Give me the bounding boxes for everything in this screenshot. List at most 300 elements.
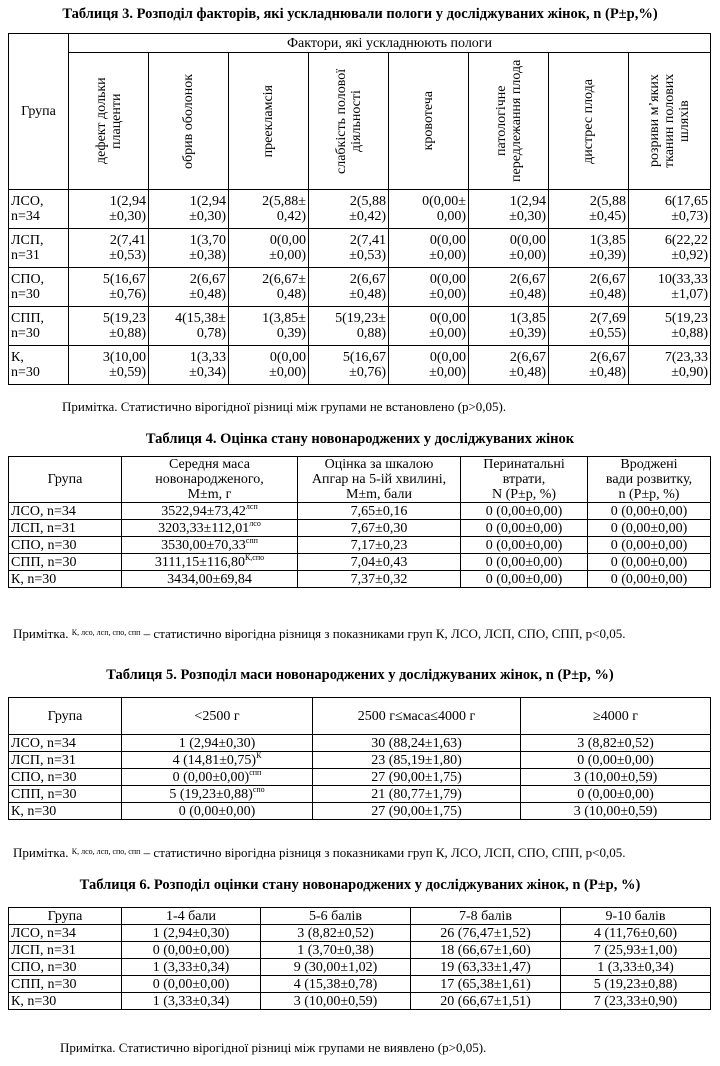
table6-value-cell: 20 (66,67±1,51) bbox=[411, 993, 561, 1010]
table5-normal-cell: 21 (80,77±1,79) bbox=[313, 786, 521, 803]
table4-mass-cell bbox=[122, 520, 298, 537]
group-name: СПО, bbox=[11, 272, 45, 287]
value-line-1: 1(2,94 bbox=[189, 194, 226, 209]
value-line-1: 2(7,69 bbox=[589, 311, 626, 326]
table5-normal-cell: 23 (85,19±1,80) bbox=[313, 752, 521, 769]
table5-under2500-cell bbox=[122, 786, 313, 803]
table6-value-cell: 4 (15,38±0,78) bbox=[261, 976, 411, 993]
header-line: Апгар на 5-ій хвилині, bbox=[311, 472, 447, 487]
table3-group-cell bbox=[9, 307, 69, 346]
table3-value-cell bbox=[629, 229, 711, 268]
table3-factors-header: Фактори, які ускладнюють пологи bbox=[69, 34, 711, 53]
value-line-2: ±0,00) bbox=[269, 365, 306, 380]
table3-title: Таблиця 3. Розподіл факторів, які ускладнювали пологи у досліджуваних жінок, n (P±p,%) bbox=[62, 6, 658, 22]
value-line-1: 1(3,70 bbox=[189, 233, 226, 248]
table3-group-cell bbox=[9, 346, 69, 385]
table4-note-prefix: Примітка. bbox=[13, 626, 69, 641]
table4-loss-cell: 0 (0,00±0,00) bbox=[461, 571, 588, 588]
table3-value-cell bbox=[389, 307, 469, 346]
under2500-value: 1 (2,94±0,30) bbox=[178, 735, 256, 751]
value-line-1: 0(0,00 bbox=[429, 272, 466, 287]
value-line-1: 2(6,67 bbox=[509, 350, 546, 365]
table3-value-cell bbox=[149, 307, 229, 346]
table5-under2500-cell bbox=[122, 752, 313, 769]
value-line-2: ±0,48) bbox=[509, 365, 546, 380]
table4-column-header bbox=[588, 457, 711, 503]
table3-column-label: патологічне передлежання плода bbox=[493, 59, 524, 183]
table3-group-header: Група bbox=[9, 34, 69, 190]
value-line-1: 2(5,88 bbox=[589, 194, 626, 209]
value-line-1: 5(19,23 bbox=[664, 311, 709, 326]
table4-apgar-cell: 7,17±0,23 bbox=[298, 537, 461, 554]
table3-value-cell bbox=[389, 229, 469, 268]
table6-column-header: 1-4 бали bbox=[122, 908, 261, 925]
table3-value-cell bbox=[629, 190, 711, 229]
value-line-1: 6(17,65 bbox=[664, 194, 709, 209]
table5-under2500-cell bbox=[122, 735, 313, 752]
value-line-1: 5(19,23 bbox=[102, 311, 146, 326]
value-line-1: 2(6,67 bbox=[589, 272, 626, 287]
table6-group-cell: СПО, n=30 bbox=[9, 959, 122, 976]
table4-row bbox=[9, 537, 711, 554]
value-line-2: ±0,00) bbox=[429, 326, 466, 341]
table3-value-cell bbox=[309, 307, 389, 346]
value-line-1: 2(6,67 bbox=[349, 272, 386, 287]
value-line-2: ±0,30) bbox=[509, 209, 546, 224]
table4-column-header bbox=[9, 457, 122, 503]
table5-note-superscript: К, лсо, лсп, спо, спп bbox=[71, 847, 141, 856]
table4-mass-cell bbox=[122, 571, 298, 588]
table3-value-cell bbox=[149, 268, 229, 307]
value-line-1: 2(5,88± bbox=[262, 194, 306, 209]
table3-column-label: обрив оболонок bbox=[181, 73, 196, 169]
value-line-1: 0(0,00 bbox=[429, 350, 466, 365]
value-line-2: ±0,30) bbox=[109, 209, 146, 224]
value-line-2: ±0,00) bbox=[429, 287, 466, 302]
value-line-1: 5(19,23± bbox=[335, 311, 386, 326]
table4-row bbox=[9, 503, 711, 520]
under2500-value: 0 (0,00±0,00) bbox=[178, 803, 256, 819]
under2500-value: 0 (0,00±0,00) bbox=[172, 769, 250, 785]
table6-column-header: Група bbox=[9, 908, 122, 925]
table4-title: Таблиця 4. Оцінка стану новонароджених у досліджуваних жінок bbox=[145, 431, 575, 447]
table6-row bbox=[9, 925, 711, 942]
table3-value-cell bbox=[549, 268, 629, 307]
table5-title: Таблиця 5. Розподіл маси новонароджених у досліджуваних жінок, n (P±p, %) bbox=[106, 667, 614, 683]
value-line-2: ±0,00) bbox=[429, 365, 466, 380]
table3-row bbox=[9, 190, 711, 229]
value-line-2: ±0,39) bbox=[509, 326, 546, 341]
value-line-2: ±0,42) bbox=[349, 209, 386, 224]
value-line-1: 10(33,33 bbox=[657, 272, 709, 287]
header-line: Група bbox=[47, 472, 83, 487]
value-line-2: ±0,92) bbox=[671, 248, 709, 263]
value-line-2: ±0,88) bbox=[109, 326, 146, 341]
table5-group-cell: К, n=30 bbox=[9, 803, 122, 820]
table3-value-cell bbox=[389, 268, 469, 307]
value-line-1: 0(0,00 bbox=[269, 233, 306, 248]
table3-value-cell bbox=[309, 346, 389, 385]
table4-defects-cell: 0 (0,00±0,00) bbox=[588, 554, 711, 571]
table5-column-header: 2500 г≤маса≤4000 г bbox=[313, 698, 521, 735]
table5-note-prefix: Примітка. bbox=[13, 845, 69, 860]
table3-row bbox=[9, 229, 711, 268]
table4-group-cell: СПО, n=30 bbox=[9, 537, 122, 554]
header-line: Оцінка за шкалою bbox=[324, 457, 434, 472]
value-line-2: ±0,53) bbox=[109, 248, 146, 263]
group-name: ЛСП, bbox=[11, 233, 44, 248]
table4-column-header bbox=[122, 457, 298, 503]
value-line-2: 0,48) bbox=[276, 287, 306, 302]
table3-value-cell bbox=[549, 346, 629, 385]
table4-defects-cell: 0 (0,00±0,00) bbox=[588, 571, 711, 588]
table3-value-cell bbox=[149, 190, 229, 229]
value-line-2: ±0,48) bbox=[589, 365, 626, 380]
table3-column-label: дефект дольки плаценти bbox=[93, 77, 124, 165]
value-line-1: 7(23,33 bbox=[664, 350, 709, 365]
table6-value-cell: 3 (10,00±0,59) bbox=[261, 993, 411, 1010]
group-size: n=30 bbox=[11, 365, 40, 380]
value-line-1: 0(0,00 bbox=[429, 311, 466, 326]
value-line-2: ±0,55) bbox=[589, 326, 626, 341]
table6-value-cell: 3 (8,82±0,52) bbox=[261, 925, 411, 942]
table5 bbox=[8, 697, 711, 820]
value-line-1: 6(22,22 bbox=[664, 233, 709, 248]
table4-group-cell: К, n=30 bbox=[9, 571, 122, 588]
table3-group-cell bbox=[9, 190, 69, 229]
value-line-1: 0(0,00 bbox=[269, 350, 306, 365]
table3-value-cell bbox=[309, 268, 389, 307]
value-line-2: 0,39) bbox=[276, 326, 306, 341]
value-line-1: 0(0,00± bbox=[422, 194, 466, 209]
table3-row bbox=[9, 268, 711, 307]
table6-row bbox=[9, 959, 711, 976]
value-line-2: ±0,48) bbox=[349, 287, 386, 302]
value-line-1: 1(3,85 bbox=[589, 233, 626, 248]
value-line-2: ±0,48) bbox=[589, 287, 626, 302]
group-name: СПП, bbox=[11, 311, 45, 326]
table3-value-cell bbox=[149, 229, 229, 268]
table4-apgar-cell: 7,37±0,32 bbox=[298, 571, 461, 588]
group-name: ЛСО, bbox=[11, 194, 44, 209]
table3-value-cell bbox=[389, 190, 469, 229]
value-line-2: ±0,73) bbox=[671, 209, 709, 224]
group-size: n=30 bbox=[11, 287, 40, 302]
header-line: втрати, bbox=[502, 472, 546, 487]
table3-value-cell bbox=[229, 307, 309, 346]
mass-value: 3434,00±69,84 bbox=[167, 571, 252, 587]
table4-defects-cell: 0 (0,00±0,00) bbox=[588, 537, 711, 554]
table5-row bbox=[9, 803, 711, 820]
value-line-2: ±0,00) bbox=[429, 248, 466, 263]
table4-note bbox=[13, 626, 626, 642]
table6-value-cell: 7 (25,93±1,00) bbox=[561, 942, 711, 959]
table3-value-cell bbox=[309, 229, 389, 268]
value-line-2: ±0,34) bbox=[189, 365, 226, 380]
value-line-2: ±0,30) bbox=[189, 209, 226, 224]
table5-row bbox=[9, 752, 711, 769]
table3-value-cell bbox=[69, 229, 149, 268]
table5-normal-cell: 27 (90,00±1,75) bbox=[313, 769, 521, 786]
table3-group-cell bbox=[9, 268, 69, 307]
table5-column-header: <2500 г bbox=[122, 698, 313, 735]
mass-value: 3530,00±70,33 bbox=[161, 537, 246, 553]
value-line-1: 2(6,67± bbox=[262, 272, 306, 287]
value-line-1: 5(16,67 bbox=[102, 272, 146, 287]
table5-row bbox=[9, 735, 711, 752]
table5-under2500-cell bbox=[122, 803, 313, 820]
header-line: M±m, г bbox=[187, 487, 232, 502]
value-line-2: ±0,88) bbox=[671, 326, 709, 341]
value-line-2: 0,78) bbox=[196, 326, 226, 341]
under2500-value: 4 (14,81±0,75) bbox=[172, 752, 257, 768]
table6-value-cell: 1 (3,33±0,34) bbox=[122, 993, 261, 1010]
value-line-2: ±0,39) bbox=[589, 248, 626, 263]
under2500-value: 5 (19,23±0,88) bbox=[169, 786, 253, 802]
value-line-1: 1(3,85 bbox=[509, 311, 546, 326]
table4-loss-cell: 0 (0,00±0,00) bbox=[461, 520, 588, 537]
table5-over4000-cell: 0 (0,00±0,00) bbox=[521, 786, 711, 803]
table4-group-cell: ЛСП, n=31 bbox=[9, 520, 122, 537]
group-size: n=31 bbox=[11, 248, 40, 263]
value-line-2: ±0,59) bbox=[109, 365, 146, 380]
value-line-1: 3(10,00 bbox=[102, 350, 146, 365]
mass-value: 3522,94±73,42 bbox=[161, 503, 246, 519]
under2500-significance: спо bbox=[252, 784, 265, 794]
table6-row bbox=[9, 942, 711, 959]
table6-value-cell: 9 (30,00±1,02) bbox=[261, 959, 411, 976]
table3-column-label: дистрес плода bbox=[581, 78, 596, 164]
table3-value-cell bbox=[629, 307, 711, 346]
value-line-2: 0,00) bbox=[436, 209, 466, 224]
value-line-1: 0(0,00 bbox=[509, 233, 546, 248]
value-line-1: 4(15,38± bbox=[175, 311, 226, 326]
table5-note-text: – статистично вірогідна різниця з показниками груп К, ЛСО, ЛСП, СПО, СПП, p<0,05. bbox=[143, 845, 626, 860]
under2500-significance: спп bbox=[249, 767, 262, 777]
value-line-1: 2(6,67 bbox=[589, 350, 626, 365]
table4-mass-cell bbox=[122, 503, 298, 520]
table3-value-cell bbox=[549, 190, 629, 229]
value-line-1: 2(7,41 bbox=[109, 233, 146, 248]
table3-value-cell bbox=[229, 229, 309, 268]
mass-value: 3203,33±112,01 bbox=[158, 520, 250, 536]
table6-value-cell: 26 (76,47±1,52) bbox=[411, 925, 561, 942]
value-line-2: ±1,07) bbox=[671, 287, 709, 302]
table3-value-cell bbox=[549, 307, 629, 346]
table4-note-text: – статистично вірогідна різниця з показниками груп К, ЛСО, ЛСП, СПО, СПП, p<0,05. bbox=[143, 626, 626, 641]
table3-value-cell bbox=[549, 229, 629, 268]
table5-group-cell: ЛСП, n=31 bbox=[9, 752, 122, 769]
table4-group-cell: ЛСО, n=34 bbox=[9, 503, 122, 520]
table4-group-cell: СПП, n=30 bbox=[9, 554, 122, 571]
table5-over4000-cell: 3 (10,00±0,59) bbox=[521, 769, 711, 786]
table3-column-header bbox=[629, 53, 711, 190]
table3-row bbox=[9, 307, 711, 346]
table6-value-cell: 4 (11,76±0,60) bbox=[561, 925, 711, 942]
table5-normal-cell: 27 (90,00±1,75) bbox=[313, 803, 521, 820]
table3-column-header bbox=[389, 53, 469, 190]
table6-value-cell: 19 (63,33±1,47) bbox=[411, 959, 561, 976]
value-line-2: ±0,00) bbox=[509, 248, 546, 263]
table3-column-header bbox=[149, 53, 229, 190]
table5-column-header: ≥4000 г bbox=[521, 698, 711, 735]
table6-group-cell: СПП, n=30 bbox=[9, 976, 122, 993]
mass-significance: спп bbox=[245, 535, 258, 545]
table3-value-cell bbox=[69, 190, 149, 229]
table6-column-header: 9-10 балів bbox=[561, 908, 711, 925]
table3-value-cell bbox=[309, 190, 389, 229]
table5-group-cell: СПО, n=30 bbox=[9, 769, 122, 786]
table3-column-header bbox=[469, 53, 549, 190]
header-line: Вроджені bbox=[620, 457, 678, 472]
table3-value-cell bbox=[149, 346, 229, 385]
table5-row bbox=[9, 786, 711, 803]
under2500-significance: К bbox=[256, 750, 262, 760]
table6-value-cell: 1 (3,70±0,38) bbox=[261, 942, 411, 959]
table6-row bbox=[9, 976, 711, 993]
table6-note: Примітка. Статистично вірогідної різниці між групами не виявлено (p>0,05). bbox=[60, 1040, 487, 1055]
table6-group-cell: К, n=30 bbox=[9, 993, 122, 1010]
value-line-1: 2(6,67 bbox=[509, 272, 546, 287]
value-line-2: ±0,53) bbox=[349, 248, 386, 263]
value-line-1: 2(7,41 bbox=[349, 233, 386, 248]
table3-column-header bbox=[69, 53, 149, 190]
value-line-1: 1(3,85± bbox=[262, 311, 306, 326]
table4-mass-cell bbox=[122, 554, 298, 571]
table6-value-cell: 1 (2,94±0,30) bbox=[122, 925, 261, 942]
table4-column-header bbox=[461, 457, 588, 503]
table4-row bbox=[9, 520, 711, 537]
table6-value-cell: 17 (65,38±1,61) bbox=[411, 976, 561, 993]
table4 bbox=[8, 456, 711, 588]
table3-column-label: кровотеча bbox=[421, 91, 436, 151]
table6-group-cell: ЛСП, n=31 bbox=[9, 942, 122, 959]
table5-over4000-cell: 3 (10,00±0,59) bbox=[521, 803, 711, 820]
table4-defects-cell: 0 (0,00±0,00) bbox=[588, 503, 711, 520]
table5-note bbox=[13, 845, 626, 861]
table5-row bbox=[9, 769, 711, 786]
header-line: вади розвитку, bbox=[605, 472, 693, 487]
table4-row bbox=[9, 571, 711, 588]
table3-column-header bbox=[229, 53, 309, 190]
value-line-1: 2(5,88 bbox=[349, 194, 386, 209]
value-line-2: ±0,76) bbox=[349, 365, 386, 380]
header-line: новонародженого, bbox=[155, 472, 264, 487]
group-name: К, bbox=[11, 350, 24, 365]
table6-title: Таблиця 6. Розподіл оцінки стану новонароджених у досліджуваних жінок, n (P±p, %) bbox=[79, 877, 641, 893]
table3-value-cell bbox=[629, 346, 711, 385]
table3-value-cell bbox=[469, 190, 549, 229]
value-line-1: 2(6,67 bbox=[189, 272, 226, 287]
group-size: n=30 bbox=[11, 326, 40, 341]
table6-group-cell: ЛСО, n=34 bbox=[9, 925, 122, 942]
header-line: M±m, бали bbox=[346, 487, 412, 502]
table6-value-cell: 1 (3,33±0,34) bbox=[122, 959, 261, 976]
header-line: n (P±p, %) bbox=[618, 487, 680, 502]
table4-note-superscript: К, лсо, лсп, спо, спп bbox=[71, 628, 141, 637]
table4-apgar-cell: 7,04±0,43 bbox=[298, 554, 461, 571]
value-line-2: ±0,90) bbox=[671, 365, 709, 380]
value-line-1: 5(16,67 bbox=[342, 350, 386, 365]
table3-value-cell bbox=[469, 307, 549, 346]
value-line-2: 0,88) bbox=[356, 326, 386, 341]
table6-value-cell: 0 (0,00±0,00) bbox=[122, 976, 261, 993]
table6-value-cell: 0 (0,00±0,00) bbox=[122, 942, 261, 959]
table6-value-cell: 18 (66,67±1,60) bbox=[411, 942, 561, 959]
table4-mass-cell bbox=[122, 537, 298, 554]
table3-group-cell bbox=[9, 229, 69, 268]
table3-value-cell bbox=[229, 190, 309, 229]
table5-column-header: Група bbox=[9, 698, 122, 735]
value-line-1: 1(2,94 bbox=[509, 194, 546, 209]
header-line: Середня маса bbox=[169, 457, 250, 472]
table3-value-cell bbox=[69, 307, 149, 346]
table3-value-cell bbox=[469, 229, 549, 268]
table6-column-header: 5-6 балів bbox=[261, 908, 411, 925]
table4-apgar-cell: 7,65±0,16 bbox=[298, 503, 461, 520]
value-line-2: ±0,45) bbox=[589, 209, 626, 224]
table4-apgar-cell: 7,67±0,30 bbox=[298, 520, 461, 537]
table4-row bbox=[9, 554, 711, 571]
value-line-1: 1(3,33 bbox=[189, 350, 226, 365]
table6-value-cell: 5 (19,23±0,88) bbox=[561, 976, 711, 993]
value-line-2: ±0,48) bbox=[189, 287, 226, 302]
value-line-2: 0,42) bbox=[276, 209, 306, 224]
table3-note: Примітка. Статистично вірогідної різниці між групами не встановлено (p>0,05). bbox=[62, 399, 507, 414]
table5-over4000-cell: 0 (0,00±0,00) bbox=[521, 752, 711, 769]
mass-significance: К,спо bbox=[244, 552, 265, 562]
group-size: n=34 bbox=[11, 209, 40, 224]
table3-column-label: розриви м’яких тканин полових шляхів bbox=[647, 73, 693, 169]
table6 bbox=[8, 907, 711, 1010]
table3-value-cell bbox=[629, 268, 711, 307]
table5-under2500-cell bbox=[122, 769, 313, 786]
table3-value-cell bbox=[469, 346, 549, 385]
table6-column-header: 7-8 балів bbox=[411, 908, 561, 925]
table4-loss-cell: 0 (0,00±0,00) bbox=[461, 503, 588, 520]
table3-value-cell bbox=[69, 346, 149, 385]
table4-defects-cell: 0 (0,00±0,00) bbox=[588, 520, 711, 537]
table5-normal-cell: 30 (88,24±1,63) bbox=[313, 735, 521, 752]
table3-column-label: слабкість полової діяльності bbox=[333, 68, 364, 174]
mass-value: 3111,15±116,80 bbox=[154, 554, 245, 570]
table5-over4000-cell: 3 (8,82±0,52) bbox=[521, 735, 711, 752]
table3-row bbox=[9, 346, 711, 385]
mass-significance: лсп bbox=[245, 501, 258, 511]
table3-value-cell bbox=[469, 268, 549, 307]
value-line-2: ±0,76) bbox=[109, 287, 146, 302]
table5-group-cell: СПП, n=30 bbox=[9, 786, 122, 803]
table6-value-cell: 1 (3,33±0,34) bbox=[561, 959, 711, 976]
table3-column-header bbox=[309, 53, 389, 190]
table4-loss-cell: 0 (0,00±0,00) bbox=[461, 554, 588, 571]
value-line-2: ±0,38) bbox=[189, 248, 226, 263]
table4-column-header bbox=[298, 457, 461, 503]
table3-value-cell bbox=[229, 268, 309, 307]
table5-group-cell: ЛСО, n=34 bbox=[9, 735, 122, 752]
header-line: Перинатальні bbox=[483, 457, 565, 472]
table3-value-cell bbox=[389, 346, 469, 385]
table3 bbox=[8, 33, 711, 385]
value-line-2: ±0,00) bbox=[269, 248, 306, 263]
table3-value-cell bbox=[69, 268, 149, 307]
table3-value-cell bbox=[229, 346, 309, 385]
table3-column-header bbox=[549, 53, 629, 190]
table6-row bbox=[9, 993, 711, 1010]
table3-column-label: преекламсія bbox=[261, 84, 276, 158]
table6-value-cell: 7 (23,33±0,90) bbox=[561, 993, 711, 1010]
value-line-1: 0(0,00 bbox=[429, 233, 466, 248]
